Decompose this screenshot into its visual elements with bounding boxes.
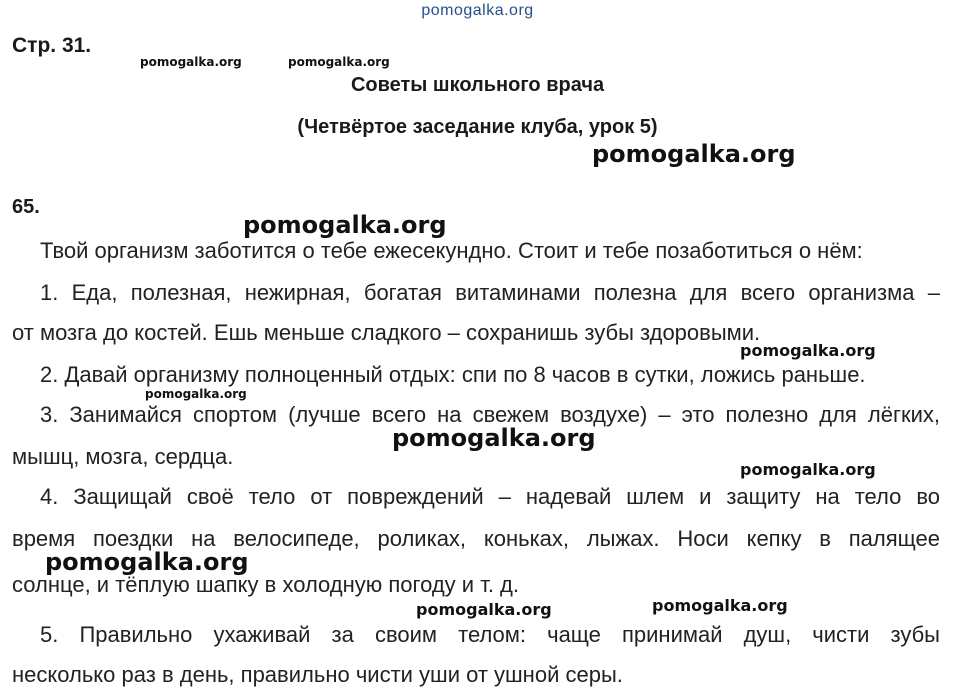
watermark: pomogalka.org (740, 460, 876, 479)
exercise-number: 65. (12, 196, 40, 218)
watermark: pomogalka.org (740, 341, 876, 360)
text-line-3b: мышц, мозга, сердца. (12, 444, 234, 469)
text-line-4a: 4. Защищай своё тело от повреждений – надевай шлем и защиту на тело во (40, 484, 940, 509)
page-reference: Стр. 31. (12, 34, 92, 57)
text-line-1b: от мозга до костей. Ешь меньше сладкого – сохранишь зубы здоровыми. (12, 320, 761, 345)
page-title: Советы школьного врача (350, 74, 605, 96)
watermark: pomogalka.org (288, 55, 390, 69)
text-line-intro: Твой организм заботится о тебе ежесекундно. Стоит и тебе позаботиться о нём: (40, 238, 863, 263)
watermark: pomogalka.org (592, 140, 796, 168)
watermark: pomogalka.org (392, 424, 596, 452)
watermark: pomogalka.org (652, 596, 788, 615)
watermark: pomogalka.org (416, 600, 552, 619)
text-line-3a: 3. Занимайся спортом (лучше всего на свежем воздухе) – это полезно для лёгких, (40, 402, 940, 427)
watermark: pomogalka.org (45, 548, 249, 576)
text-line-5a: 5. Правильно ухаживай за своим телом: чаще принимай душ, чисти зубы (40, 622, 940, 647)
text-line-5b: несколько раз в день, правильно чисти уши от ушной серы. (12, 662, 623, 687)
watermark: pomogalka.org (243, 211, 447, 239)
page-subtitle: (Четвёртое заседание клуба, урок 5) (297, 116, 658, 138)
text-line-1a: 1. Еда, полезная, нежирная, богатая витаминами полезна для всего организма – (40, 280, 940, 305)
watermark: pomogalka.org (140, 55, 242, 69)
top-watermark: pomogalka.org (421, 2, 534, 19)
text-line-4c: солнце, и тёплую шапку в холодную погоду и т. д. (12, 572, 519, 597)
text-line-4b: время поездки на велосипеде, роликах, коньках, лыжах. Носи кепку в палящее (12, 526, 940, 551)
text-line-2: 2. Давай организму полноценный отдых: спи по 8 часов в сутки, ложись раньше. (40, 362, 866, 387)
watermark: pomogalka.org (145, 387, 247, 401)
